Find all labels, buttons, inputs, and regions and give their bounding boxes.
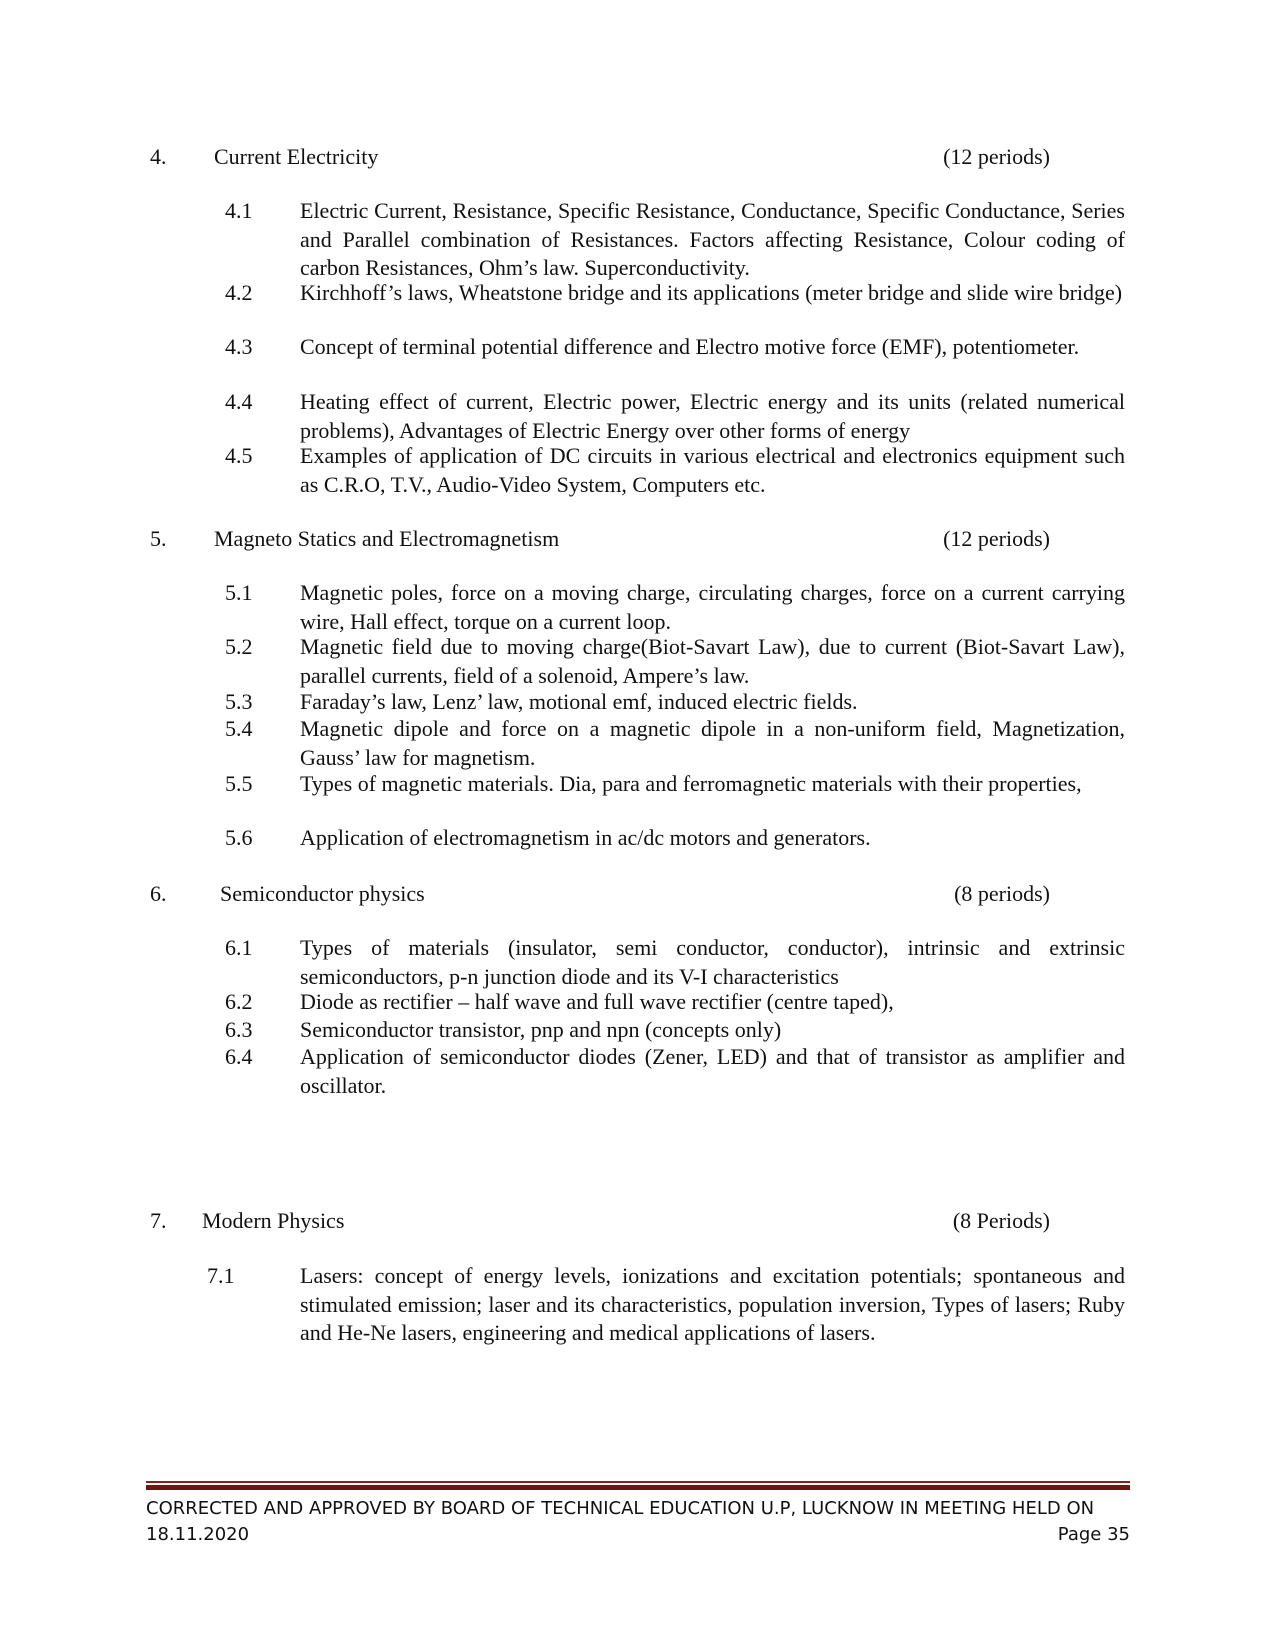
list-item bbox=[150, 988, 1125, 1017]
item-text: Magnetic poles, force on a moving charge, circulating charges, force on a current carrying wire, Hall effect, torque on a current loop. bbox=[300, 580, 1125, 634]
list-item bbox=[150, 197, 1125, 283]
item-number: 6.3 bbox=[225, 1017, 253, 1042]
list-item bbox=[150, 1016, 1125, 1045]
item-text: Magnetic field due to moving charge(Biot-Savart Law), due to current (Biot-Savart Law), parallel currents, field of a solenoid, Ampere’s law. bbox=[300, 634, 1125, 688]
section-heading bbox=[150, 1206, 1050, 1236]
section-number: 4. bbox=[150, 144, 167, 169]
item-text: Lasers: concept of energy levels, ionizations and excitation potentials; spontaneous and stimulated emission; laser and its characteristics, population inversion, Types of lasers; Ruby and He-Ne lasers, engineering and medical applications of lasers. bbox=[300, 1263, 1125, 1346]
list-item bbox=[150, 715, 1125, 772]
page-number: Page 35 bbox=[1057, 1524, 1130, 1545]
item-number: 4.5 bbox=[225, 443, 253, 468]
item-number: 7.1 bbox=[207, 1263, 235, 1288]
item-number: 5.2 bbox=[225, 634, 253, 659]
list-item bbox=[150, 333, 1125, 362]
section-periods: (12 periods) bbox=[943, 144, 1050, 169]
item-number: 4.4 bbox=[225, 389, 253, 414]
section-periods: (8 periods) bbox=[954, 881, 1050, 906]
item-number: 5.5 bbox=[225, 771, 253, 796]
list-item bbox=[150, 1043, 1125, 1100]
list-item bbox=[150, 279, 1125, 308]
section-periods: (12 periods) bbox=[943, 526, 1050, 551]
item-text: Application of electromagnetism in ac/dc motors and generators. bbox=[300, 825, 871, 850]
item-text: Types of magnetic materials. Dia, para and ferromagnetic materials with their properties, bbox=[300, 771, 1082, 796]
list-item bbox=[150, 688, 1125, 717]
section-periods: (8 Periods) bbox=[952, 1208, 1050, 1233]
item-text: Concept of terminal potential difference and Electro motive force (EMF), potentiometer. bbox=[300, 334, 1080, 359]
list-item bbox=[150, 442, 1125, 499]
item-text: Magnetic dipole and force on a magnetic dipole in a non-uniform field, Magnetization, Gauss’ law for magnetism. bbox=[300, 716, 1125, 770]
item-text: Examples of application of DC circuits in various electrical and electronics equipment such as C.R.O, T.V., Audio-Video System, Computers etc. bbox=[300, 443, 1125, 497]
item-number: 5.3 bbox=[225, 689, 253, 714]
item-number: 4.2 bbox=[225, 280, 253, 305]
footer-date: 18.11.2020 bbox=[146, 1524, 250, 1545]
item-text: Types of materials (insulator, semi conductor, conductor), intrinsic and extrinsic semiconductors, p-n junction diode and its V-I characteristics bbox=[300, 935, 1125, 989]
section-heading bbox=[150, 142, 1050, 172]
section-title: Magneto Statics and Electromagnetism bbox=[214, 526, 560, 551]
list-item bbox=[150, 633, 1125, 690]
item-number: 5.4 bbox=[225, 716, 253, 741]
section-title: Current Electricity bbox=[214, 144, 379, 169]
section-number: 5. bbox=[150, 526, 167, 551]
list-item bbox=[150, 388, 1125, 445]
list-item bbox=[150, 1262, 1125, 1348]
footer-rule-thick bbox=[146, 1485, 1130, 1490]
item-text: Diode as rectifier – half wave and full wave rectifier (centre taped), bbox=[300, 989, 894, 1014]
list-item bbox=[150, 824, 1125, 853]
item-number: 4.1 bbox=[225, 198, 253, 223]
item-number: 4.3 bbox=[225, 334, 253, 359]
list-item bbox=[150, 770, 1125, 799]
item-number: 5.6 bbox=[225, 825, 253, 850]
section-heading bbox=[150, 879, 1050, 909]
item-number: 5.1 bbox=[225, 580, 253, 605]
item-text: Semiconductor transistor, pnp and npn (concepts only) bbox=[300, 1017, 782, 1042]
section-title: Semiconductor physics bbox=[220, 881, 425, 906]
item-text: Electric Current, Resistance, Specific Resistance, Conductance, Specific Conductance, Series and Parallel combination of Resistances. Factors affecting Resistance, Colour coding of carbon Resistances, Ohm’s law. Superconductivity. bbox=[300, 198, 1125, 281]
section-number: 6. bbox=[150, 881, 167, 906]
item-number: 6.2 bbox=[225, 989, 253, 1014]
footer bbox=[146, 1496, 1130, 1548]
item-text: Faraday’s law, Lenz’ law, motional emf, induced electric fields. bbox=[300, 689, 858, 714]
item-number: 6.1 bbox=[225, 935, 253, 960]
item-text: Application of semiconductor diodes (Zener, LED) and that of transistor as amplifier and oscillator. bbox=[300, 1044, 1125, 1098]
footer-approval-text: CORRECTED AND APPROVED BY BOARD OF TECHNICAL EDUCATION U.P, LUCKNOW IN MEETING HELD ON bbox=[146, 1498, 1095, 1519]
item-text: Heating effect of current, Electric power, Electric energy and its units (related numerical problems), Advantages of Electric Energy over other forms of energy bbox=[300, 389, 1125, 443]
item-number: 6.4 bbox=[225, 1044, 253, 1069]
list-item bbox=[150, 934, 1125, 991]
list-item bbox=[150, 579, 1125, 636]
section-heading bbox=[150, 524, 1050, 554]
section-title: Modern Physics bbox=[202, 1208, 345, 1233]
item-text: Kirchhoff’s laws, Wheatstone bridge and its applications (meter bridge and slide wire bridge) bbox=[300, 280, 1123, 305]
footer-rule bbox=[146, 1481, 1130, 1490]
section-number: 7. bbox=[150, 1208, 167, 1233]
